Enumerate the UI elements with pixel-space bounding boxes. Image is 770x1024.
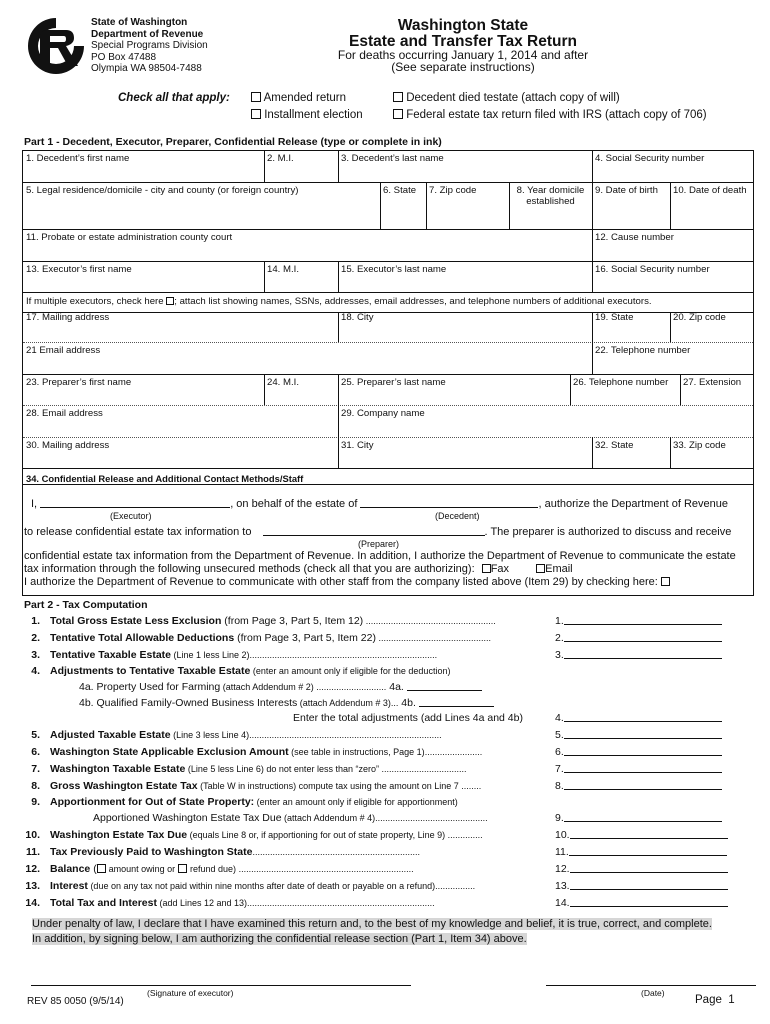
signature-caption: (Signature of executor) — [147, 988, 234, 998]
field-preparer-extension[interactable]: 27. Extension — [683, 377, 742, 388]
line-description — [50, 863, 550, 875]
line-amt-label: 13. — [555, 880, 570, 892]
date-line[interactable] — [546, 985, 756, 986]
line-dots: .................................................... — [363, 616, 496, 626]
line-description — [50, 615, 550, 627]
line-amt-label: 3. — [555, 649, 564, 661]
line-9-sub — [93, 812, 488, 824]
line-number: 12. — [25, 863, 40, 875]
tax-line — [18, 746, 758, 761]
field-company-name[interactable]: 29. Company name — [341, 408, 425, 419]
line-amount — [555, 729, 722, 741]
agency-address — [91, 17, 208, 75]
field-year-domicile[interactable] — [509, 183, 592, 209]
line-amt-label: 8. — [555, 780, 564, 792]
line-number: 3. — [31, 649, 40, 661]
release-line-5 — [24, 576, 670, 588]
testate-option[interactable] — [393, 92, 620, 104]
dor-logo — [26, 16, 86, 76]
preparer-name-blank[interactable] — [263, 526, 485, 536]
field-executor-zip[interactable]: 20. Zip code — [673, 312, 726, 323]
tax-line — [18, 863, 758, 878]
line-dots: .................................. — [378, 764, 467, 774]
form-title: Washington State — [397, 17, 529, 34]
line-label: Adjustments to Tentative Taxable Estate — [50, 665, 251, 677]
line-amount — [555, 829, 728, 841]
field-preparer-zip[interactable]: 33. Zip code — [673, 440, 726, 451]
line-4-blank[interactable] — [564, 712, 722, 722]
line-amt-label: 1. — [555, 615, 564, 627]
line-label: Adjusted Taxable Estate — [50, 729, 171, 741]
line-dots: ............................................................................. — [249, 730, 442, 740]
line-number: 13. — [25, 880, 40, 892]
line-description — [50, 763, 550, 775]
field-decedent-first-name[interactable]: 1. Decedent’s first name — [26, 153, 130, 164]
form-subtitle: For deaths occurring January 1, 2014 and after — [337, 48, 589, 62]
line-amt-label: 4b. — [401, 697, 416, 709]
declaration-line: Under penalty of law, I declare that I have examined this return and, to the best of my knowledge and belief, it is true, correct, and complete. — [32, 918, 712, 930]
field-executor-mi[interactable]: 14. M.I. — [267, 264, 299, 275]
line-number: 5. — [31, 729, 40, 741]
line-label: 4a. Property Used for Farming — [79, 681, 221, 693]
field-decedent-mi[interactable]: 2. M.I. — [267, 153, 294, 164]
line-4-amount — [555, 712, 722, 724]
field-zip[interactable]: 7. Zip code — [429, 185, 477, 196]
multi-text: ; attach list showing names, SSNs, addresses, email addresses, and telephone numbers of additional executors. — [174, 296, 652, 307]
line-amt-label: 4. — [555, 712, 564, 724]
checkbox[interactable] — [251, 109, 261, 119]
field-preparer-city[interactable]: 31. City — [341, 440, 374, 451]
line-amount-blank[interactable] — [564, 649, 722, 659]
line-amt-label: 14. — [555, 897, 570, 909]
release-text: , on behalf of the estate of — [230, 498, 358, 510]
field-state[interactable]: 6. State — [383, 185, 417, 196]
line-4b — [79, 697, 494, 709]
line-amt-label: 12. — [555, 863, 570, 875]
release-text: to release confidential estate tax information to — [24, 526, 252, 538]
line-leader: ... — [390, 698, 399, 708]
line-dots: ....................... — [424, 747, 483, 757]
line-amount-blank[interactable] — [570, 897, 728, 907]
option-label: Decedent died testate (attach copy of will) — [406, 92, 620, 104]
decedent-name-blank[interactable] — [360, 498, 538, 508]
option-label: Federal estate tax return filed with IRS (attach copy of 706) — [406, 109, 707, 121]
line-amt-label: 10. — [555, 829, 570, 841]
line-number: 2. — [31, 632, 40, 644]
line-amount — [555, 615, 722, 627]
field-preparer-mi[interactable]: 24. M.I. — [267, 377, 299, 388]
line-amount-blank[interactable] — [570, 863, 728, 873]
option-label: Installment election — [264, 109, 363, 121]
release-text: . The preparer is authorized to discuss and receive — [484, 526, 732, 538]
line-amount-blank[interactable] — [570, 829, 728, 839]
release-line-4 — [24, 563, 573, 575]
line-number: 6. — [31, 746, 40, 758]
release-line-3: confidential estate tax information from the Department of Revenue. In addition, I authorize the Department of Revenue to communicate the estate — [24, 550, 736, 562]
field-executor-ssn[interactable]: 16. Social Security number — [595, 264, 710, 275]
line-dots: ........................................................................... — [247, 898, 435, 908]
line-label: Tentative Total Allowable Deductions — [50, 632, 235, 644]
line-amount — [555, 632, 722, 644]
field-executor-mailing-address[interactable]: 17. Mailing address — [26, 312, 110, 323]
line-note: (attach Addendum # 3) — [297, 698, 391, 708]
field-label: 8. Year domicile — [516, 185, 585, 196]
line-4a-amount[interactable] — [407, 681, 482, 691]
line-number: 8. — [31, 780, 40, 792]
line-label: Interest — [50, 880, 88, 892]
line-small: (add Lines 12 and 13) — [156, 898, 248, 908]
refund-due-label: refund due) — [190, 864, 237, 874]
line-description — [50, 649, 550, 661]
line-dots: ................ — [435, 881, 476, 891]
line-label: Washington State Applicable Exclusion Amount — [50, 746, 289, 758]
field-date-of-death[interactable]: 10. Date of death — [673, 185, 747, 196]
line-amount-blank[interactable] — [564, 729, 722, 739]
line-4-total-label: Enter the total adjustments (add Lines 4a and 4b) — [293, 712, 523, 724]
release-line-2 — [24, 526, 731, 538]
line-label: Apportionment for Out of State Property: — [50, 796, 255, 808]
amount-owing-checkbox[interactable] — [97, 864, 106, 873]
line-amt-label: 5. — [555, 729, 564, 741]
line-small: (Table W in instructions) compute tax using the amount on Line 7 — [197, 781, 459, 791]
email-label: Email — [545, 563, 573, 575]
line-dots: ........................................................................... — [249, 650, 438, 660]
form-subtitle: (See separate instructions) — [391, 60, 535, 74]
part1-title: Part 1 - Decedent, Executor, Preparer, Confidential Release (type or complete in ink) — [24, 136, 442, 148]
tax-line — [18, 649, 758, 664]
line-number: 4. — [31, 665, 40, 677]
line-dots: ...................................................................... — [236, 864, 414, 874]
executor-name-blank[interactable] — [40, 498, 230, 508]
field-label: established — [526, 196, 575, 207]
fax-checkbox[interactable] — [482, 564, 491, 573]
tax-line — [18, 632, 758, 647]
tax-line — [18, 763, 758, 778]
line-amount-blank[interactable] — [564, 615, 722, 625]
field-preparer-mailing-address[interactable]: 30. Mailing address — [26, 440, 110, 451]
caption-preparer: (Preparer) — [358, 539, 400, 549]
line-amount — [555, 897, 728, 909]
line-label: Washington Estate Tax Due — [50, 829, 188, 841]
multi-text: If multiple executors, check here — [26, 296, 164, 307]
line-number: 1. — [31, 615, 40, 627]
tax-line — [18, 665, 758, 680]
line-label: Apportioned Washington Estate Tax Due — [93, 812, 282, 824]
line-small: (Line 1 less Line 2) — [171, 650, 250, 660]
field-preparer-first-name[interactable]: 23. Preparer’s first name — [26, 377, 132, 388]
field-decedent-last-name[interactable]: 3. Decedent’s last name — [341, 153, 444, 164]
line-dots: ............................................. — [375, 633, 492, 643]
line-small: (equals Line 8 or, if apportioning for out of state property, Line 9) — [187, 830, 446, 840]
line-dots: ................................................................... — [252, 847, 420, 857]
line-amount — [555, 649, 722, 661]
confidential-release-heading: 34. Confidential Release and Additional Contact Methods/Staff — [26, 473, 304, 484]
line-label: Washington Taxable Estate — [50, 763, 186, 775]
line-number: 9. — [31, 796, 40, 808]
line-amount-blank[interactable] — [564, 746, 722, 756]
agency-line: Department of Revenue — [91, 28, 204, 40]
option-label: Amended return — [263, 92, 347, 104]
line-reg: (from Page 3, Part 5, Item 12) — [221, 615, 364, 627]
line-9-amount — [555, 812, 722, 824]
release-line-1 — [31, 498, 728, 510]
field-date-of-birth[interactable]: 9. Date of birth — [595, 185, 658, 196]
line-description — [50, 729, 550, 741]
line-number: 10. — [25, 829, 40, 841]
agency-line: PO Box 47488 — [91, 51, 157, 63]
multiple-executors-note — [23, 294, 655, 309]
field-executor-city[interactable]: 18. City — [341, 312, 374, 323]
part2-title: Part 2 - Tax Computation — [24, 599, 148, 611]
line-small: (Line 5 less Line 6) do not enter less than “zero” — [185, 764, 379, 774]
line-amount-blank[interactable] — [564, 763, 722, 773]
tax-line — [18, 897, 758, 912]
line-description — [50, 829, 550, 841]
line-reg: ( — [90, 863, 97, 875]
field-executor-phone[interactable]: 22. Telephone number — [595, 345, 691, 356]
line-note: (attach Addendum # 2) — [220, 682, 314, 692]
field-preparer-email[interactable]: 28. Email address — [26, 408, 103, 419]
field-preparer-last-name[interactable]: 25. Preparer’s last name — [341, 377, 446, 388]
caption-decedent: (Decedent) — [435, 511, 480, 521]
amount-owing-label: amount owing or — [108, 864, 176, 874]
line-amount-blank[interactable] — [564, 632, 722, 642]
installment-election-option[interactable] — [251, 109, 363, 121]
email-checkbox[interactable] — [536, 564, 545, 573]
line-description — [50, 846, 550, 858]
line-number: 7. — [31, 763, 40, 775]
line-4b-amount[interactable] — [419, 697, 494, 707]
line-amt-label: 6. — [555, 746, 564, 758]
line-description — [50, 796, 550, 808]
tax-line — [18, 780, 758, 795]
declaration — [32, 917, 744, 946]
caption-executor: (Executor) — [110, 511, 152, 521]
amended-return-option[interactable] — [251, 92, 346, 104]
field-executor-last-name[interactable]: 15. Executor’s last name — [341, 264, 447, 275]
release-text: I, — [31, 498, 38, 510]
line-description — [50, 632, 550, 644]
fax-label: Fax — [490, 563, 510, 575]
page-number: Page 1 — [695, 994, 735, 1006]
federal-return-option[interactable] — [393, 109, 707, 121]
signature-line[interactable] — [31, 985, 411, 986]
line-9-blank[interactable] — [564, 812, 722, 822]
tax-line — [18, 880, 758, 895]
line-amount — [555, 780, 722, 792]
release-text: tax information through the following unsecured methods (check all that you are authorizing): — [24, 563, 475, 575]
line-small: (enter an amount only if eligible for apportionment) — [254, 797, 458, 807]
line-label: 4b. Qualified Family-Owned Business Interests — [79, 697, 298, 709]
field-executor-email[interactable]: 21 Email address — [26, 345, 101, 356]
line-label: Balance — [50, 863, 91, 875]
line-label: Total Tax and Interest — [50, 897, 157, 909]
tax-line — [18, 796, 758, 811]
line-leader: ............................................. — [375, 813, 488, 823]
line-amount-blank[interactable] — [569, 846, 727, 856]
line-small: (enter an amount only if eligible for the deduction) — [250, 666, 451, 676]
line-dots: .............. — [445, 830, 483, 840]
checkbox[interactable] — [251, 92, 261, 102]
checkbox[interactable] — [393, 109, 403, 119]
line-amount-blank[interactable] — [570, 880, 728, 890]
field-preparer-state[interactable]: 32. State — [595, 440, 634, 451]
line-amount — [555, 846, 727, 858]
line-small: (due on any tax not paid within nine months after date of death or payable on a refund) — [87, 881, 436, 891]
checkbox[interactable] — [393, 92, 403, 102]
line-description — [50, 746, 550, 758]
agency-line: State of Washington — [91, 17, 188, 28]
date-caption: (Date) — [641, 988, 665, 998]
field-preparer-phone[interactable]: 26. Telephone number — [573, 377, 669, 388]
line-note: (attach Addendum # 4) — [281, 813, 376, 823]
agency-line: Special Programs Division — [91, 40, 208, 52]
line-description — [50, 780, 550, 792]
field-legal-residence[interactable]: 5. Legal residence/domicile - city and county (or foreign country) — [26, 185, 299, 196]
line-amt-label: 9. — [555, 812, 564, 824]
tax-line — [18, 729, 758, 744]
agency-line: Olympia WA 98504-7488 — [91, 63, 202, 75]
line-label: Gross Washington Estate Tax — [50, 780, 198, 792]
field-probate-court[interactable]: 11. Probate or estate administration county court — [26, 232, 233, 243]
line-4a — [79, 681, 482, 693]
line-small: (see table in instructions, Page 1) — [288, 747, 425, 757]
line-amt-label: 11. — [555, 846, 569, 858]
declaration-line: In addition, by signing below, I am authorizing the confidential release section (Part 1, Item 34) above. — [32, 932, 527, 945]
line-amount-blank[interactable] — [564, 780, 722, 790]
line-dots: ........ — [458, 781, 482, 791]
line-description — [50, 897, 550, 909]
line-reg: (from Page 3, Part 5, Item 22) — [234, 632, 376, 644]
line-amount — [555, 863, 728, 875]
line-amount — [555, 880, 728, 892]
tax-line — [18, 846, 758, 861]
field-cause-number[interactable]: 12. Cause number — [595, 232, 674, 243]
field-executor-first-name[interactable]: 13. Executor’s first name — [26, 264, 132, 275]
line-number: 11. — [25, 846, 40, 858]
line-amt-label: 2. — [555, 632, 564, 644]
field-executor-state[interactable]: 19. State — [595, 312, 634, 323]
line-leader: ............................ — [313, 682, 387, 692]
form-id: REV 85 0050 (9/5/14) — [27, 996, 124, 1007]
line-label: Total Gross Estate Less Exclusion — [50, 615, 222, 627]
line-small: (Line 3 less Line 4) — [170, 730, 250, 740]
line-description — [50, 665, 550, 677]
line-label: Tentative Taxable Estate — [50, 649, 171, 661]
line-number: 14. — [25, 897, 40, 909]
line-amt-label: 4a. — [389, 681, 404, 693]
tax-line — [18, 615, 758, 630]
release-text: , authorize the Department of Revenue — [538, 498, 729, 510]
field-decedent-ssn[interactable]: 4. Social Security number — [595, 153, 705, 164]
tax-line — [18, 829, 758, 844]
line-label: Tax Previously Paid to Washington State — [50, 846, 253, 858]
line-description — [50, 880, 550, 892]
line-amount — [555, 763, 722, 775]
line-amt-label: 7. — [555, 763, 564, 775]
form-title: Estate and Transfer Tax Return — [349, 33, 577, 50]
refund-due-checkbox[interactable] — [178, 864, 187, 873]
line-amount — [555, 746, 722, 758]
company-staff-checkbox[interactable] — [661, 577, 670, 586]
release-text: I authorize the Department of Revenue to communicate with other staff from the company listed above (Item 29) by checking here: — [24, 576, 658, 588]
check-all-label: Check all that apply: — [118, 92, 230, 104]
